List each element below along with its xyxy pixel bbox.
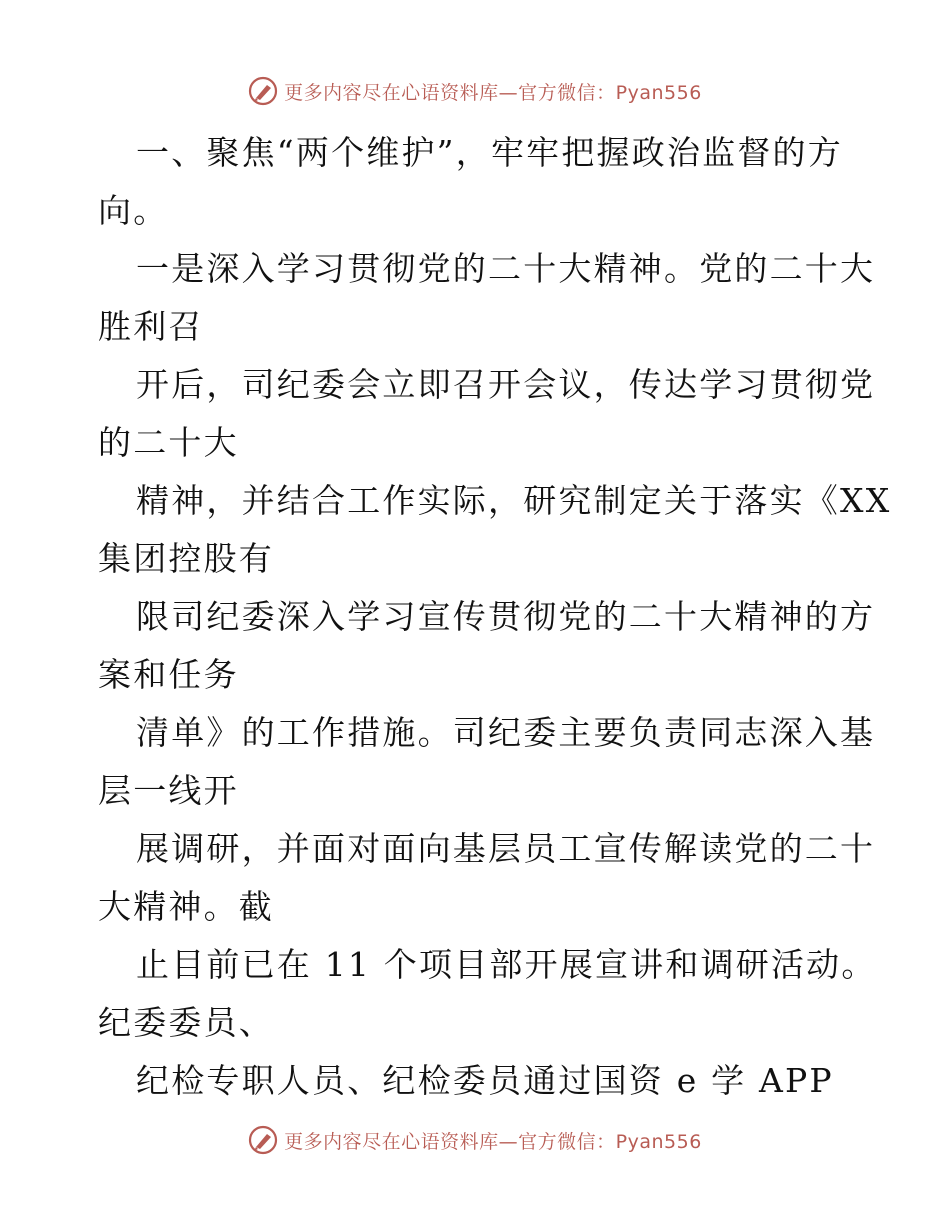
text-line: 案和任务 [98,655,239,694]
document-body [98,124,892,1110]
header-watermark-text: 更多内容尽在心语资料库—官方微信：Pyan556 [284,81,702,104]
text-line: 展调研，并面对面向基层员工宣传解读党的二十 [136,829,876,868]
text-line: 纪检专职人员、纪检委员通过国资 e 学 APP [136,1061,834,1100]
text-line: 止目前已在 11 个项目部开展宣讲和调研活动。 [136,945,877,984]
text-line: 精神，并结合工作实际，研究制定关于落实《XX [136,481,892,520]
text-line: 纪委委员、 [98,1003,274,1042]
text-line: 的二十大 [98,423,239,462]
text-line: 开后，司纪委会立即召开会议，传达学习贯彻党 [136,365,876,404]
text-line: 胜利召 [98,307,204,346]
text-line: 集团控股有 [98,539,274,578]
footer-watermark-text: 更多内容尽在心语资料库—官方微信：Pyan556 [284,1130,702,1153]
footer-watermark [0,1120,950,1160]
text-line: 大精神。截 [98,887,274,926]
header-watermark [0,71,950,111]
text-line: 层一线开 [98,771,239,810]
text-line: 限司纪委深入学习宣传贯彻党的二十大精神的方 [136,597,876,636]
pen-logo-icon [248,76,278,106]
pen-logo-icon [248,1125,278,1155]
text-line: 清单》的工作措施。司纪委主要负责同志深入基 [136,713,876,752]
text-line: 向。 [98,191,169,230]
heading-line: 一、聚焦“两个维护”，牢牢把握政治监督的方 [136,133,843,172]
text-line: 一是深入学习贯彻党的二十大精神。党的二十大 [136,249,876,288]
